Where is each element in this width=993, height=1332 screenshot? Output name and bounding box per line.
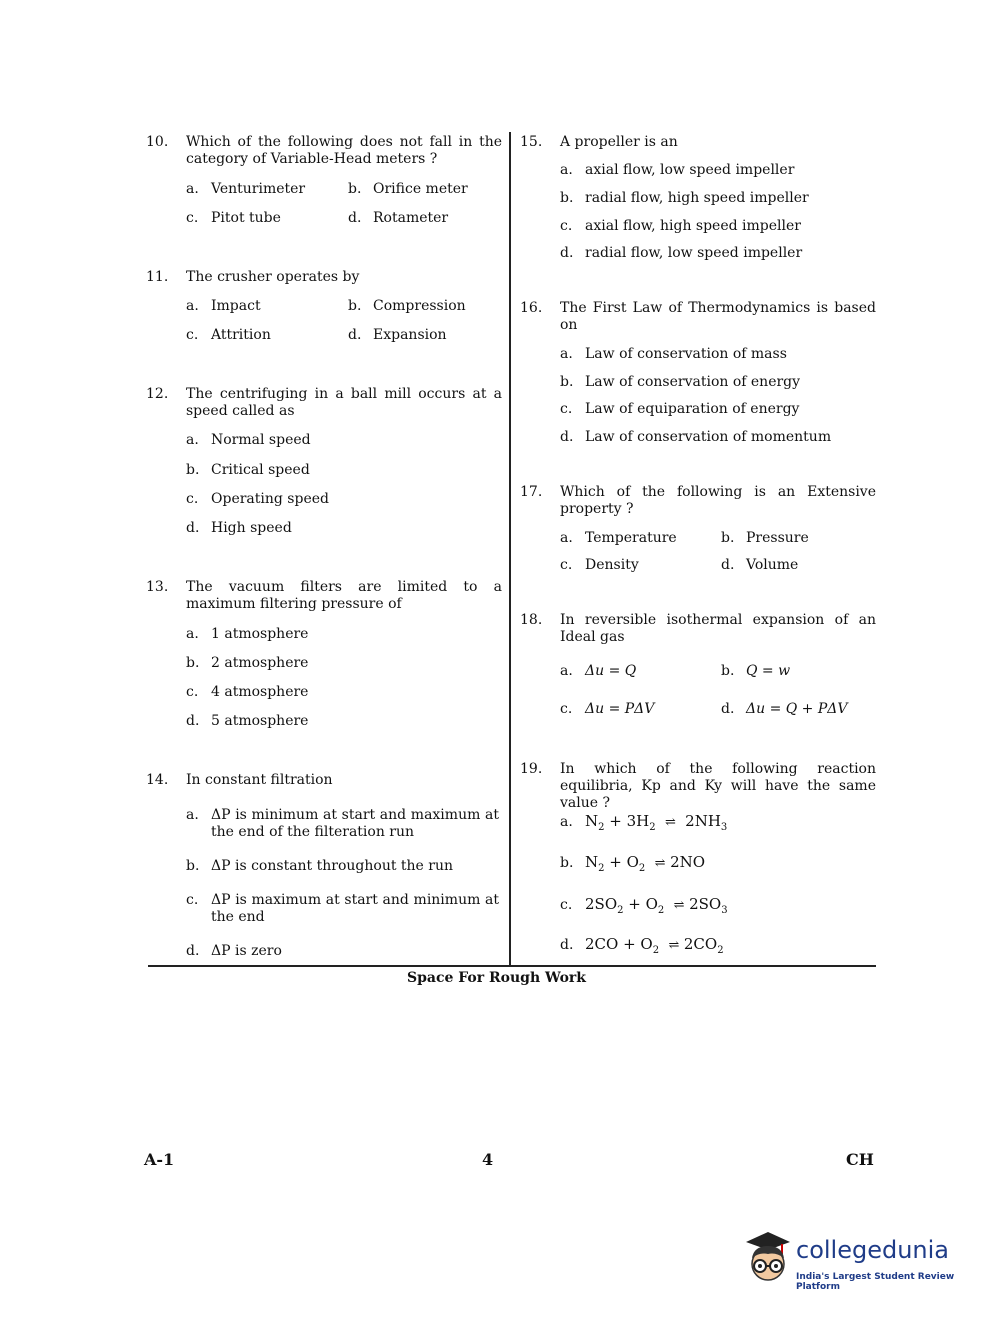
option-b: b. Orifice meter (348, 181, 468, 197)
option-b: b. radial flow, high speed impeller (560, 190, 809, 206)
option-a: a. 1 atmosphere (186, 626, 309, 642)
rough-work-label: Space For Rough Work (406, 970, 587, 986)
option-a: a. axial flow, low speed impeller (560, 162, 795, 178)
option-b: b. $N_2 + O_2$ ⇌ 2NO (560, 853, 706, 874)
option-c: c. Δu = PΔV (560, 701, 655, 717)
option-d: d. radial flow, low speed impeller (560, 245, 803, 261)
question-number: 15. (520, 134, 543, 150)
question-number: 10. (146, 134, 169, 150)
question-text: Which of the following does not fall in the category of Variable-Head meters ? (186, 134, 502, 167)
brand-tagline: India's Largest Student Review Platform (796, 1272, 955, 1292)
question-text: In reversible isothermal expansion of an Ideal gas (560, 612, 876, 645)
option-c: c. Operating speed (186, 491, 329, 507)
question-number: 14. (146, 772, 169, 788)
option-d: d. Expansion (348, 327, 447, 343)
equilibrium-arrow-icon: ⇌ (673, 898, 685, 913)
question-text: The crusher operates by (186, 269, 360, 285)
option-d: d. High speed (186, 520, 292, 536)
question-number: 11. (146, 269, 169, 285)
option-a: a. Law of conservation of mass (560, 346, 787, 362)
option-a: a. Venturimeter (186, 181, 306, 197)
equilibrium-arrow-icon: ⇌ (664, 815, 676, 830)
column-divider (509, 132, 511, 966)
option-a: a. Temperature (560, 530, 677, 546)
option-a: a. Impact (186, 298, 261, 314)
question-number: 13. (146, 579, 169, 595)
option-c: c. 4 atmosphere (186, 684, 309, 700)
question-number: 19. (520, 761, 543, 777)
option-b: b. 2 atmosphere (186, 655, 309, 671)
question-number: 12. (146, 386, 169, 402)
option-a: a. Normal speed (186, 432, 311, 448)
brand-logo (738, 1228, 968, 1298)
brand-name: collegedunia (796, 1236, 950, 1264)
option-c: c. Law of equiparation of energy (560, 401, 800, 417)
question-text: Which of the following is an Extensive property ? (560, 484, 876, 517)
option-b: b. Law of conservation of energy (560, 374, 801, 390)
subject-code: CH (846, 1150, 874, 1169)
option-b: b. Critical speed (186, 462, 310, 478)
question-text: The vacuum filters are limited to a maximum filtering pressure of (186, 579, 502, 612)
option-a: a. $N_2 + 3H_2$ ⇌ $2NH_3$ (560, 812, 728, 833)
equilibrium-arrow-icon: ⇌ (668, 938, 680, 953)
option-c: c. axial flow, high speed impeller (560, 218, 801, 234)
option-b: b. Pressure (721, 530, 809, 546)
option-c: c. Pitot tube (186, 210, 281, 226)
option-b: b. Q = w (721, 663, 791, 679)
option-d: d. Δu = Q + PΔV (721, 701, 848, 717)
option-a: a. Δu = Q (560, 663, 637, 679)
option-c: c. Attrition (186, 327, 271, 343)
option-d: d. Law of conservation of momentum (560, 429, 832, 445)
option-c: c. $2SO_2 + O_2$ ⇌ $2SO_3$ (560, 895, 728, 916)
question-text: In constant filtration (186, 772, 333, 788)
footer-code: A-1 (144, 1150, 175, 1169)
option-d: d. 5 atmosphere (186, 713, 309, 729)
option-c: c. Density (560, 557, 639, 573)
option-b: b. Compression (348, 298, 466, 314)
option-d: d. Rotameter (348, 210, 449, 226)
question-text: The centrifuging in a ball mill occurs at a speed called as (186, 386, 502, 419)
equilibrium-arrow-icon: ⇌ (654, 856, 666, 871)
question-text: A propeller is an (560, 134, 678, 150)
mascot-icon (738, 1228, 794, 1290)
option-d: d. $2CO + O_2$ ⇌ $2CO_2$ (560, 935, 724, 956)
question-text: In which of the following reaction equilibria, Kp and Ky will have the same value ? (560, 761, 876, 811)
question-number: 18. (520, 612, 543, 628)
question-text: The First Law of Thermodynamics is based on (560, 300, 876, 333)
question-number: 17. (520, 484, 543, 500)
section-rule (148, 965, 876, 967)
question-number: 16. (520, 300, 543, 316)
page-number: 4 (482, 1150, 494, 1169)
exam-page: 10. Which of the following does not fall in the category of Variable-Head meters ? a. Venturimeter b. Orifice meter c. Pitot tube d. Rotameter 11. The crusher operates by a. Impact b. Compression c. Attrition d. Expansion 12. The centrifuging in a ball mill occurs at a speed called as a. Normal speed b. Critical speed c. Operating speed d. High speed 13. The vacuum filters are limited to a maximum filtering pressure of a. 1 atmosphere b. 2 atmosphere c. 4 atmosphere d. 5 atmosphere 14. In constant filtration a. ΔP is minimum at start and maximum at the end of the filteration run b. ΔP is constant throughout the run c. ΔP is maximum at start and minimum at the end d. ΔP is zero 15. A propeller is an a. axial flow, low speed impeller b. radial flow, high speed impeller c. axial flow, high speed impeller d. radial flow, low speed impeller 16. The First Law of Thermodynamics is based on a. Law of conservation of mass b. Law of conservation of energy c. Law of equiparation of energy d. Law of conservation of momentum 17. Which of the following is an Extensive property ? a. Temperature b. Pressure c. Density d. Volume 18. In reversible isothermal expansion of an Ideal gas a. Δu = Q b. Q = w c. Δu = PΔV d. Δu = Q + PΔV 19. In which of the following reaction equilibria, Kp and Ky will have the same value ? a. $N_2 + 3H_2$ ⇌ $2NH_3$ b. $N_2 + O_2$ ⇌ 2NO c. $2SO_2 + O_2$ ⇌ $2SO_3$ d. $2CO + O_2$ ⇌ $2CO_2$ Space For Rough Work A-1 4 CH collegedunia India's Largest Student Review Platform (0, 0, 993, 1332)
option-d: d. Volume (721, 557, 799, 573)
